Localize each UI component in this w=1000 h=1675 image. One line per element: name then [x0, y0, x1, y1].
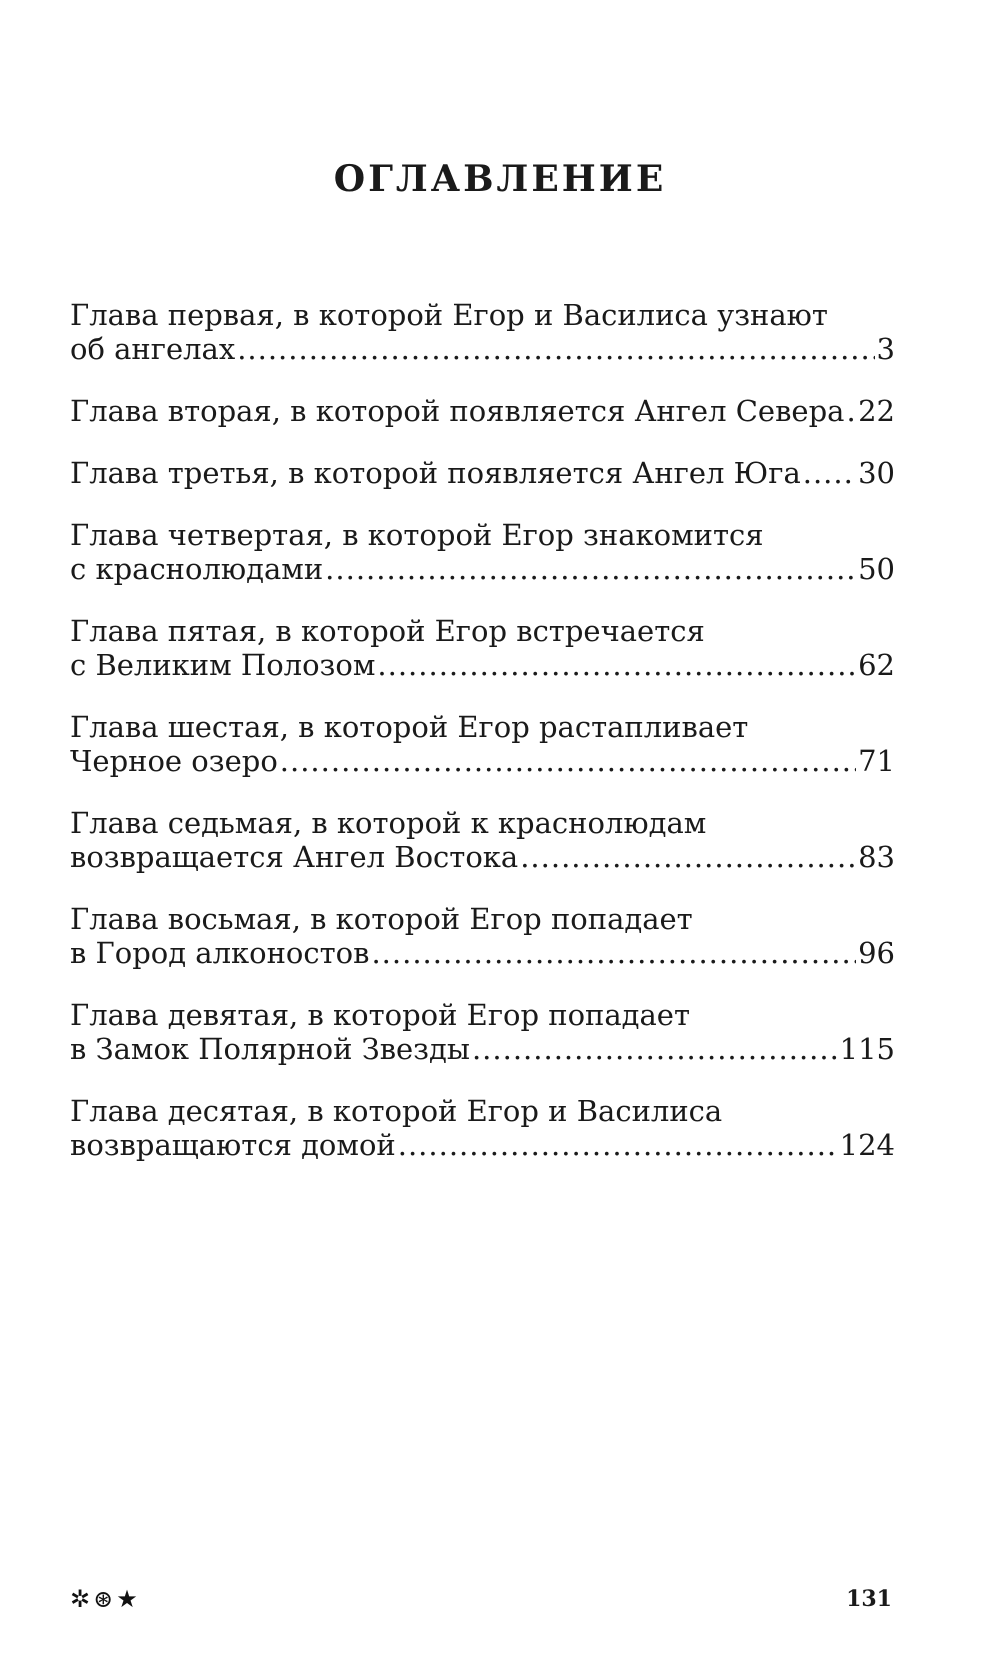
dot-leader — [237, 332, 874, 366]
toc-entry-title-line: с Великим Полозом — [70, 648, 376, 682]
snowflake-icon: ✲ — [70, 1585, 91, 1613]
dot-leader — [371, 936, 856, 970]
dot-leader — [377, 648, 856, 682]
dot-leader — [280, 744, 856, 778]
toc-entry-title-line: об ангелах — [70, 332, 236, 366]
toc-entry-title-line: Глава третья, в которой появляется Ангел Юга — [70, 456, 801, 490]
toc-entry-title-line: Глава девятая, в которой Егор попадает — [70, 998, 691, 1032]
toc-entry-title-line: возвращается Ангел Востока — [70, 840, 519, 874]
page-title: ОГЛАВЛЕНИЕ — [333, 158, 667, 200]
toc-entry-page-number: 115 — [839, 1032, 895, 1066]
toc-entry-page-number: 30 — [858, 456, 895, 490]
toc-entry-title-line: Глава десятая, в которой Егор и Василиса — [70, 1094, 723, 1128]
toc-entry-title-line: Глава вторая, в которой появляется Ангел Севера — [70, 394, 845, 428]
toc-entry — [70, 710, 895, 778]
toc-entry-title-line: Глава четвертая, в которой Егор знакомится — [70, 518, 764, 552]
toc-entry — [70, 614, 895, 682]
toc-entry-title-line: в Замок Полярной Звезды — [70, 1032, 470, 1066]
toc-entry-page-number: 124 — [839, 1128, 895, 1162]
toc-entry — [70, 1094, 895, 1162]
toc-entry-title-line: Глава первая, в которой Егор и Василиса узнают — [70, 298, 828, 332]
star-icon: ★ — [116, 1585, 138, 1613]
toc-entry — [70, 394, 895, 428]
toc-entry-title-line: Глава восьмая, в которой Егор попадает — [70, 902, 693, 936]
footer-ornament — [70, 1584, 138, 1614]
dot-leader — [846, 394, 856, 428]
toc-entry — [70, 806, 895, 874]
toc-entry-title-line: в Город алконостов — [70, 936, 370, 970]
dot-leader — [803, 456, 856, 490]
toc-entry-page-number: 71 — [858, 744, 895, 778]
toc-entry-title-line: с краснолюдами — [70, 552, 324, 586]
toc-entry-page-number: 62 — [858, 648, 895, 682]
toc-entry-page-number: 83 — [858, 840, 895, 874]
toc-entry — [70, 518, 895, 586]
dot-leader — [325, 552, 856, 586]
toc-entry-title-line: Черное озеро — [70, 744, 278, 778]
dot-leader — [472, 1032, 838, 1066]
toc-entry-page-number: 22 — [858, 394, 895, 428]
toc-entry — [70, 298, 895, 366]
table-of-contents — [70, 298, 895, 1190]
compass-rose-icon: ⊛ — [93, 1585, 114, 1613]
toc-entry-title-line: Глава шестая, в которой Егор растапливает — [70, 710, 749, 744]
toc-entry-page-number: 3 — [876, 332, 895, 366]
toc-entry-title-line: возвращаются домой — [70, 1128, 396, 1162]
page-number: 131 — [846, 1586, 892, 1612]
toc-entry-page-number: 50 — [858, 552, 895, 586]
toc-entry — [70, 456, 895, 490]
toc-entry-page-number: 96 — [858, 936, 895, 970]
dot-leader — [398, 1128, 838, 1162]
toc-entry-title-line: Глава пятая, в которой Егор встречается — [70, 614, 705, 648]
dot-leader — [520, 840, 856, 874]
toc-entry — [70, 902, 895, 970]
toc-entry-title-line: Глава седьмая, в которой к краснолюдам — [70, 806, 707, 840]
toc-entry — [70, 998, 895, 1066]
